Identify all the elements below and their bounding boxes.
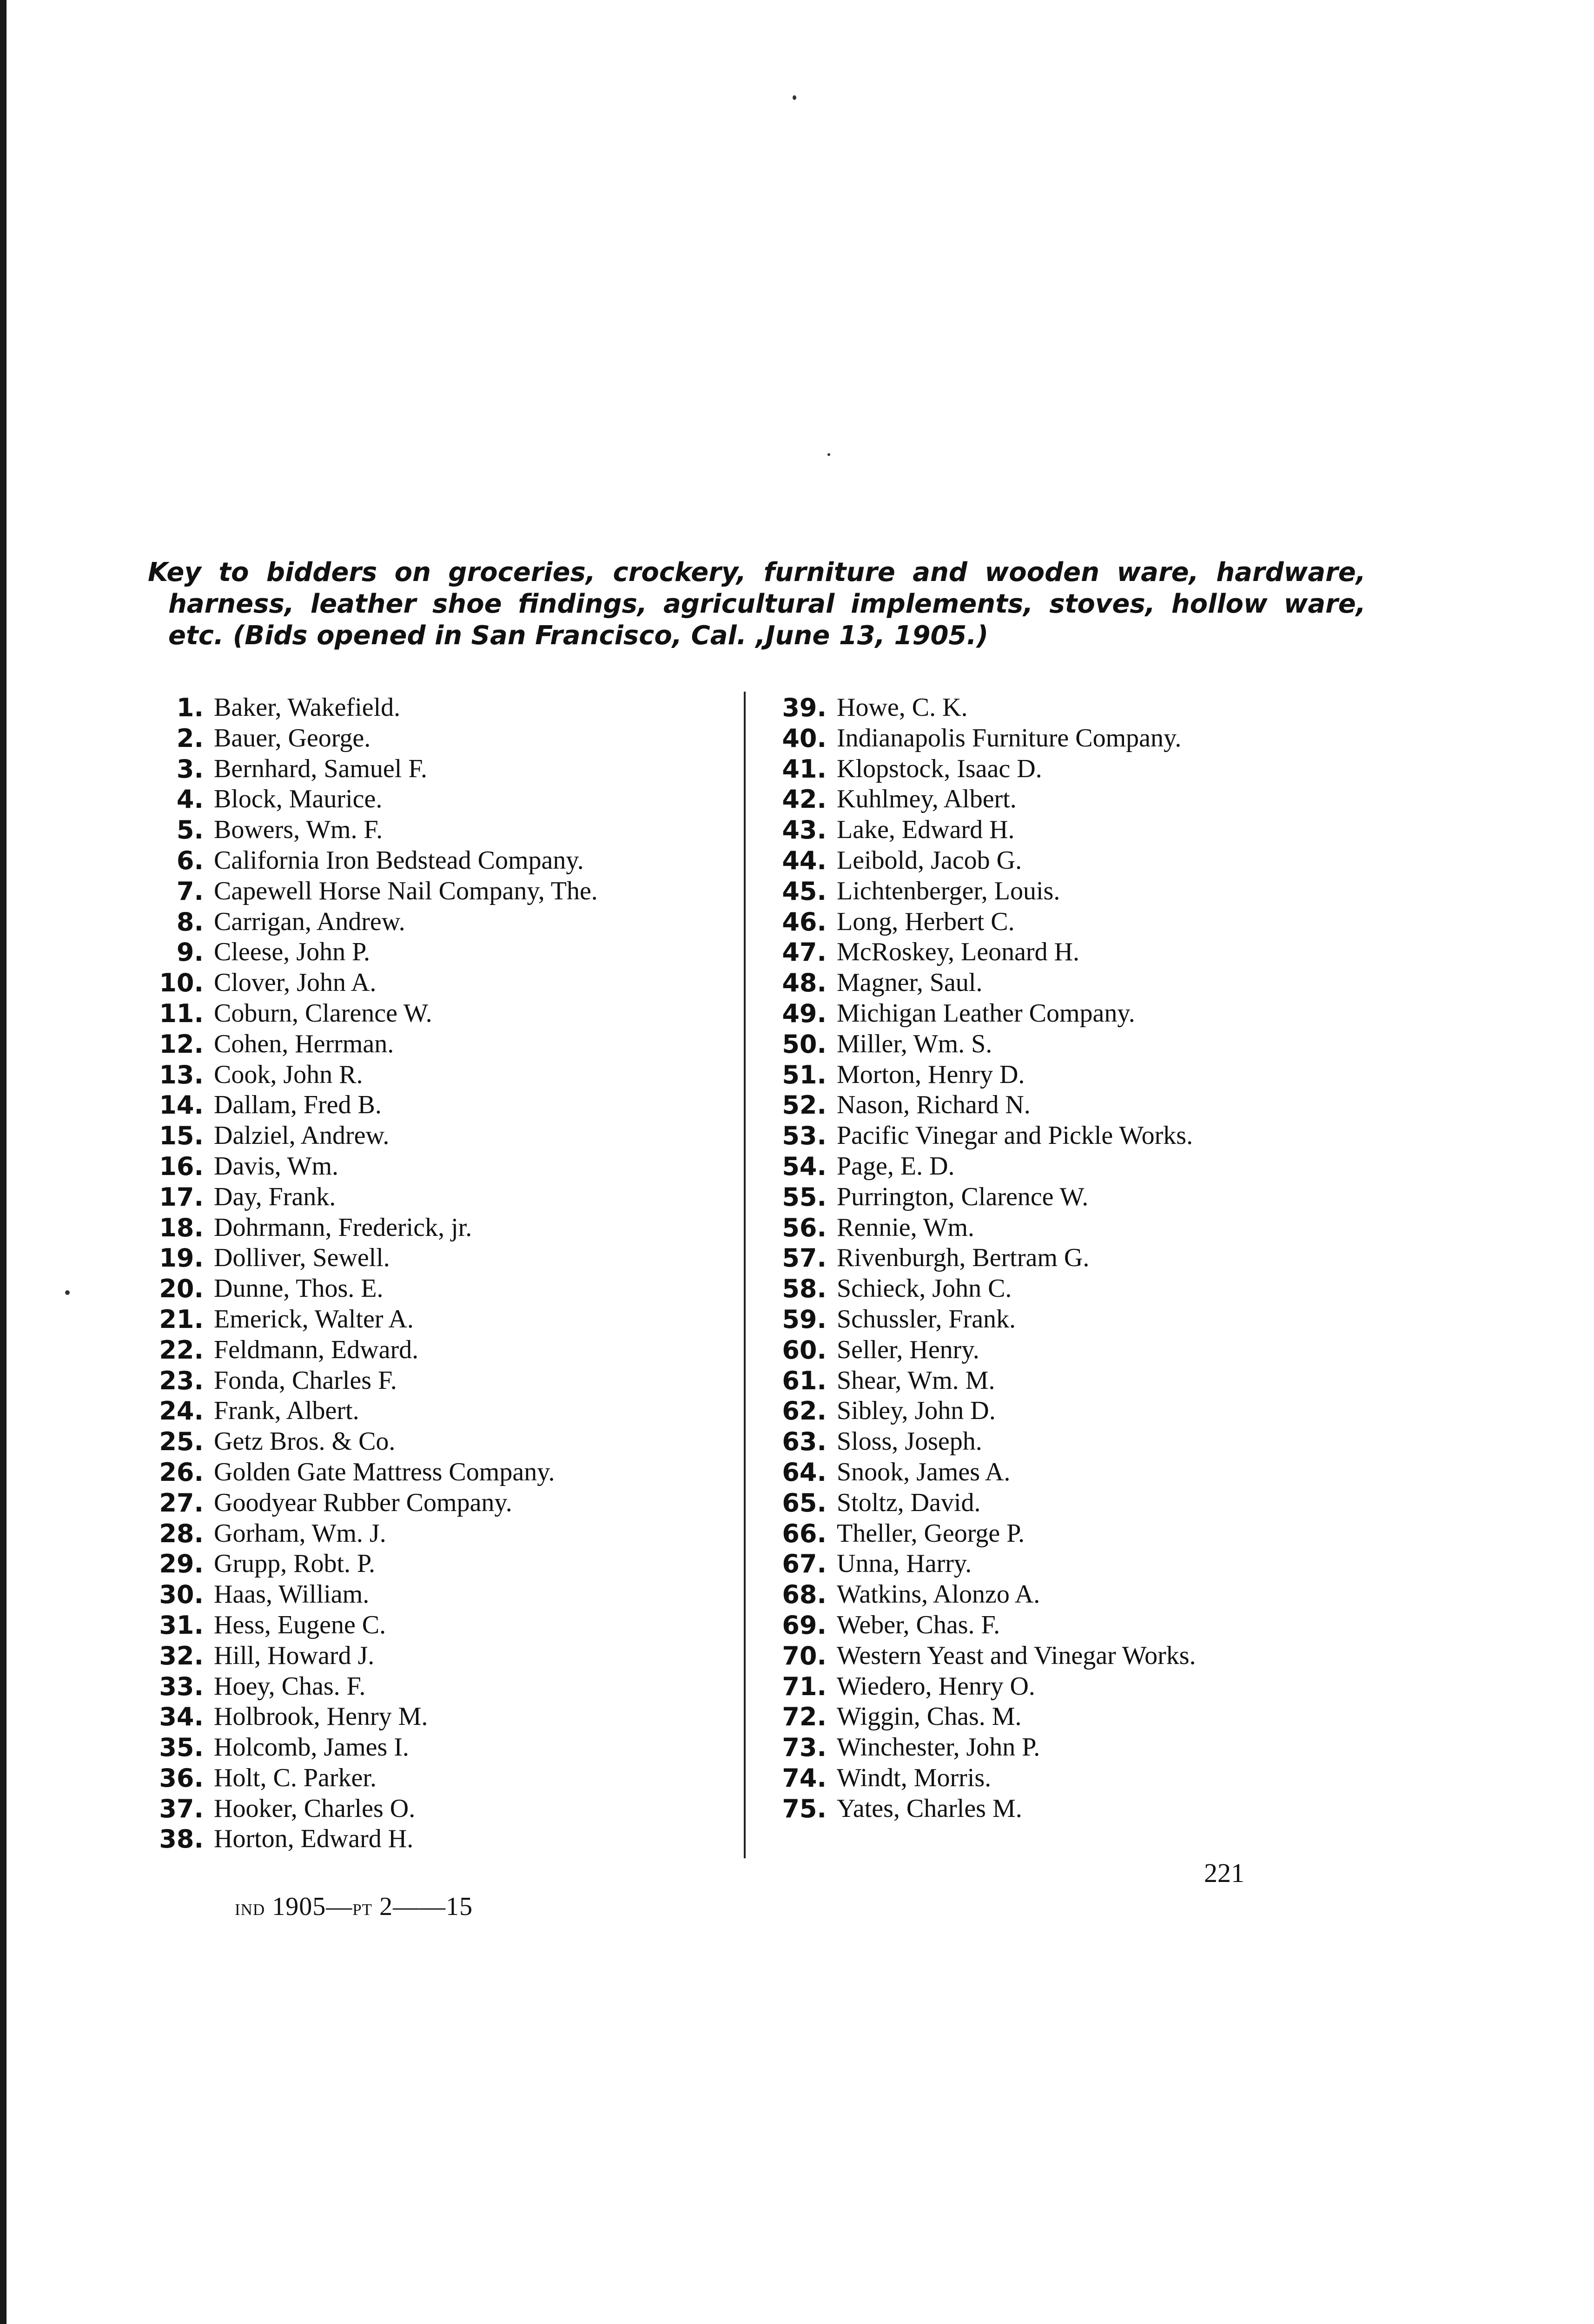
bidder-number: 13. — [159, 1060, 204, 1089]
bidder-number: 56. — [782, 1213, 827, 1242]
list-item — [139, 1029, 716, 1060]
bidder-number: 4. — [176, 785, 204, 814]
list-item — [762, 1304, 1376, 1335]
list-item — [762, 907, 1376, 938]
bidder-name: Yates, Charles M. — [837, 1794, 1022, 1823]
bidder-name: Michigan Leather Company. — [837, 998, 1135, 1028]
bidder-name: Lichtenberger, Louis. — [837, 876, 1060, 905]
list-item — [762, 1641, 1376, 1671]
column-divider — [744, 692, 746, 1858]
list-item — [139, 1060, 716, 1090]
bidder-name: Hill, Howard J. — [214, 1641, 375, 1670]
bidder-name: Western Yeast and Vinegar Works. — [837, 1641, 1196, 1670]
scan-speck — [65, 1290, 70, 1295]
bidder-number: 39. — [782, 693, 827, 722]
list-item — [762, 1396, 1376, 1426]
bidder-number: 73. — [782, 1733, 827, 1763]
bidder-number: 35. — [159, 1733, 204, 1763]
bidder-number: 8. — [176, 907, 204, 937]
bidder-name: Dunne, Thos. E. — [214, 1274, 384, 1303]
bidder-number: 17. — [159, 1182, 204, 1212]
list-item — [762, 1610, 1376, 1641]
list-item — [762, 1763, 1376, 1794]
bidder-list-left — [139, 693, 716, 1855]
bidder-name: Seller, Henry. — [837, 1335, 979, 1364]
list-item — [139, 1366, 716, 1396]
list-item — [762, 1732, 1376, 1763]
list-item — [762, 723, 1376, 754]
bidder-name: Unna, Harry. — [837, 1549, 972, 1578]
bidder-number: 63. — [782, 1427, 827, 1457]
bidder-name: Holcomb, James I. — [214, 1733, 409, 1762]
bidder-number: 3. — [176, 754, 204, 784]
bidder-number: 7. — [176, 876, 204, 906]
list-item — [139, 754, 716, 785]
list-item — [762, 1121, 1376, 1151]
bidder-number: 50. — [782, 1029, 827, 1059]
bidder-number: 44. — [782, 845, 827, 875]
list-item — [139, 907, 716, 938]
list-item — [762, 968, 1376, 998]
bidder-number: 68. — [782, 1580, 827, 1610]
bidder-name: Davis, Wm. — [214, 1151, 339, 1181]
bidder-name: Getz Bros. & Co. — [214, 1427, 396, 1456]
list-item — [762, 1519, 1376, 1549]
bidder-number: 40. — [782, 723, 827, 753]
list-item — [139, 1519, 716, 1549]
bidder-name: Winchester, John P. — [837, 1733, 1040, 1762]
bidder-name: Golden Gate Mattress Company. — [214, 1457, 555, 1486]
bidder-number: 15. — [159, 1121, 204, 1151]
bidder-number: 48. — [782, 968, 827, 998]
bidder-number: 26. — [159, 1457, 204, 1487]
bidder-number: 23. — [159, 1366, 204, 1395]
bidder-name: Dolliver, Sewell. — [214, 1243, 390, 1273]
list-item — [139, 937, 716, 968]
bidder-name: Weber, Chas. F. — [837, 1610, 1000, 1639]
bidder-number: 51. — [782, 1060, 827, 1089]
signature-mark — [235, 1892, 473, 1921]
bidder-name: Long, Herbert C. — [837, 907, 1015, 936]
list-item — [139, 1702, 716, 1732]
bidder-name: Magner, Saul. — [837, 968, 983, 997]
list-item — [139, 998, 716, 1029]
list-item — [762, 1243, 1376, 1274]
bidder-number: 75. — [782, 1794, 827, 1823]
bidder-list-right — [762, 693, 1376, 1824]
list-item — [762, 1426, 1376, 1457]
bidder-number: 36. — [159, 1763, 204, 1793]
bidder-name: Bowers, Wm. F. — [214, 815, 383, 845]
list-item — [762, 1213, 1376, 1243]
list-item — [762, 1579, 1376, 1610]
bidder-number: 20. — [159, 1274, 204, 1304]
bidder-number: 46. — [782, 907, 827, 937]
bidder-name: Cleese, John P. — [214, 938, 370, 967]
list-item — [139, 1794, 716, 1824]
bidder-number: 45. — [782, 876, 827, 906]
bidder-number: 30. — [159, 1580, 204, 1610]
bidder-number: 71. — [782, 1671, 827, 1701]
bidder-name: Day, Frank. — [214, 1182, 336, 1211]
bidder-name: Miller, Wm. S. — [837, 1029, 992, 1058]
bidder-number: 67. — [782, 1549, 827, 1579]
bidder-name: Lake, Edward H. — [837, 815, 1015, 845]
signature-year: 1905— — [265, 1892, 353, 1921]
bidder-number: 49. — [782, 998, 827, 1028]
bidder-name: Shear, Wm. M. — [837, 1366, 995, 1395]
bidder-name: Rennie, Wm. — [837, 1213, 975, 1242]
bidder-name: Gorham, Wm. J. — [214, 1519, 386, 1548]
bidder-name: Block, Maurice. — [214, 785, 383, 814]
bidder-name: Hooker, Charles O. — [214, 1794, 416, 1823]
list-item — [139, 1488, 716, 1519]
list-item — [139, 1213, 716, 1243]
list-item — [139, 1824, 716, 1855]
list-item — [762, 784, 1376, 815]
bidder-number: 1. — [176, 693, 204, 722]
list-item — [762, 1457, 1376, 1488]
bidder-number: 22. — [159, 1335, 204, 1365]
bidder-name: Hess, Eugene C. — [214, 1610, 386, 1639]
list-item — [762, 815, 1376, 845]
bidder-number: 16. — [159, 1151, 204, 1181]
bidder-number: 58. — [782, 1274, 827, 1304]
bidder-name: Nason, Richard N. — [837, 1090, 1031, 1120]
bidder-name: Schussler, Frank. — [837, 1304, 1016, 1334]
bidder-number: 11. — [159, 998, 204, 1028]
list-item — [762, 1274, 1376, 1304]
list-item — [762, 876, 1376, 907]
bidder-name: Feldmann, Edward. — [214, 1335, 419, 1364]
list-item — [762, 1335, 1376, 1366]
list-item — [139, 1610, 716, 1641]
list-item — [139, 1243, 716, 1274]
bidder-number: 54. — [782, 1151, 827, 1181]
bidder-number: 65. — [782, 1488, 827, 1518]
bidder-name: Coburn, Clarence W. — [214, 998, 432, 1028]
bidder-name: Bernhard, Samuel F. — [214, 754, 427, 783]
bidder-name: Page, E. D. — [837, 1151, 955, 1181]
list-item — [139, 1457, 716, 1488]
list-item — [139, 784, 716, 815]
bidder-name: Sibley, John D. — [837, 1396, 996, 1426]
bidder-number: 43. — [782, 815, 827, 845]
list-item — [139, 876, 716, 907]
scan-page-edge — [0, 0, 7, 2324]
bidder-name: Rivenburgh, Bertram G. — [837, 1243, 1090, 1273]
list-item — [762, 1029, 1376, 1060]
bidder-number: 14. — [159, 1090, 204, 1120]
list-item — [762, 1549, 1376, 1579]
bidder-name: Snook, James A. — [837, 1457, 1011, 1486]
list-item — [139, 1151, 716, 1182]
bidder-name: Dohrmann, Frederick, jr. — [214, 1213, 472, 1242]
signature-suffix: 2——15 — [372, 1892, 473, 1921]
bidder-name: Indianapolis Furniture Company. — [837, 723, 1182, 753]
list-item — [139, 1426, 716, 1457]
list-item — [139, 1549, 716, 1579]
bidder-number: 72. — [782, 1702, 827, 1732]
bidder-number: 59. — [782, 1304, 827, 1334]
scan-speck — [827, 453, 830, 456]
bidder-name: Morton, Henry D. — [837, 1060, 1025, 1089]
bidder-name: Horton, Edward H. — [214, 1824, 414, 1854]
scan-speck — [793, 95, 796, 100]
bidder-name: Schieck, John C. — [837, 1274, 1012, 1303]
bidder-name: Kuhlmey, Albert. — [837, 785, 1017, 814]
list-item — [762, 845, 1376, 876]
bidder-number: 62. — [782, 1396, 827, 1426]
bidder-number: 5. — [176, 815, 204, 845]
bidder-name: Hoey, Chas. F. — [214, 1671, 366, 1701]
page-heading: Key to bidders on groceries, crockery, furniture and wooden ware, hardware, harness, leather shoe findings, agricultural implements, stoves, hollow ware, etc. (Bids opened in San Francisco, Cal. ,June 13, 1905.) — [148, 557, 1366, 651]
bidder-name: Cohen, Herrman. — [214, 1029, 394, 1058]
bidder-name: Grupp, Robt. P. — [214, 1549, 375, 1578]
bidder-name: Dalziel, Andrew. — [214, 1121, 390, 1150]
signature-part: pt — [352, 1894, 373, 1920]
list-item — [762, 754, 1376, 785]
bidder-number: 41. — [782, 754, 827, 784]
bidder-number: 21. — [159, 1304, 204, 1334]
bidder-number: 47. — [782, 938, 827, 967]
bidder-number: 18. — [159, 1213, 204, 1242]
list-item — [762, 937, 1376, 968]
bidder-number: 64. — [782, 1457, 827, 1487]
bidder-number: 2. — [176, 723, 204, 753]
bidder-name: Clover, John A. — [214, 968, 377, 997]
bidder-number: 33. — [159, 1671, 204, 1701]
bidder-number: 19. — [159, 1243, 204, 1273]
bidder-number: 66. — [782, 1519, 827, 1548]
list-item — [139, 1671, 716, 1702]
bidder-number: 31. — [159, 1610, 204, 1640]
bidder-name: Holbrook, Henry M. — [214, 1702, 428, 1731]
bidder-name: Fonda, Charles F. — [214, 1366, 397, 1395]
bidder-name: Theller, George P. — [837, 1519, 1025, 1548]
bidder-number: 52. — [782, 1090, 827, 1120]
bidder-name: Howe, C. K. — [837, 693, 968, 722]
bidder-number: 10. — [159, 968, 204, 998]
bidder-name: Capewell Horse Nail Company, The. — [214, 876, 598, 905]
list-item — [139, 845, 716, 876]
list-item — [139, 1090, 716, 1121]
bidder-number: 6. — [176, 845, 204, 875]
bidder-name: Purrington, Clarence W. — [837, 1182, 1089, 1211]
bidder-number: 42. — [782, 785, 827, 814]
list-item — [139, 1732, 716, 1763]
bidder-name: Leibold, Jacob G. — [837, 845, 1022, 875]
list-item — [139, 1274, 716, 1304]
bidder-name: Haas, William. — [214, 1580, 370, 1609]
bidder-name: Windt, Morris. — [837, 1763, 992, 1792]
bidder-name: Bauer, George. — [214, 723, 371, 753]
bidder-number: 61. — [782, 1366, 827, 1395]
list-item — [762, 1366, 1376, 1396]
list-item — [139, 1121, 716, 1151]
bidder-number: 24. — [159, 1396, 204, 1426]
bidder-number: 69. — [782, 1610, 827, 1640]
bidder-number: 37. — [159, 1794, 204, 1823]
list-item — [762, 998, 1376, 1029]
bidder-name: Cook, John R. — [214, 1060, 363, 1089]
list-item — [139, 1763, 716, 1794]
bidder-number: 38. — [159, 1824, 204, 1854]
list-item — [762, 1151, 1376, 1182]
bidder-name: Dallam, Fred B. — [214, 1090, 382, 1120]
bidder-name: Klopstock, Isaac D. — [837, 754, 1042, 783]
bidder-number: 9. — [176, 938, 204, 967]
list-item — [762, 1794, 1376, 1824]
bidder-name: Sloss, Joseph. — [837, 1427, 982, 1456]
bidder-number: 55. — [782, 1182, 827, 1212]
bidder-name: Holt, C. Parker. — [214, 1763, 377, 1792]
list-item — [139, 1579, 716, 1610]
bidder-number: 25. — [159, 1427, 204, 1457]
list-item — [139, 1641, 716, 1671]
bidder-name: Watkins, Alonzo A. — [837, 1580, 1040, 1609]
bidder-name: Stoltz, David. — [837, 1488, 981, 1517]
list-item — [139, 968, 716, 998]
list-item — [762, 1488, 1376, 1519]
bidder-number: 74. — [782, 1763, 827, 1793]
bidder-number: 53. — [782, 1121, 827, 1151]
list-item — [762, 1060, 1376, 1090]
bidder-name: Wiggin, Chas. M. — [837, 1702, 1022, 1731]
bidder-number: 12. — [159, 1029, 204, 1059]
list-item — [762, 1090, 1376, 1121]
bidder-name: McRoskey, Leonard H. — [837, 938, 1080, 967]
bidder-name: Carrigan, Andrew. — [214, 907, 405, 936]
list-item — [762, 693, 1376, 723]
bidder-number: 70. — [782, 1641, 827, 1670]
bidder-name: Wiedero, Henry O. — [837, 1671, 1035, 1701]
list-item — [762, 1671, 1376, 1702]
list-item — [139, 1182, 716, 1213]
list-item — [139, 1335, 716, 1366]
list-item — [139, 1396, 716, 1426]
bidder-number: 34. — [159, 1702, 204, 1732]
bidder-number: 28. — [159, 1519, 204, 1548]
bidder-name: Frank, Albert. — [214, 1396, 359, 1426]
bidder-name: Pacific Vinegar and Pickle Works. — [837, 1121, 1193, 1150]
signature-prefix: ind — [235, 1894, 265, 1920]
list-item — [139, 723, 716, 754]
bidder-name: California Iron Bedstead Company. — [214, 845, 584, 875]
bidder-number: 27. — [159, 1488, 204, 1518]
list-item — [139, 693, 716, 723]
bidder-number: 29. — [159, 1549, 204, 1579]
list-item — [762, 1702, 1376, 1732]
list-item — [762, 1182, 1376, 1213]
list-item — [139, 1304, 716, 1335]
bidder-number: 57. — [782, 1243, 827, 1273]
bidder-name: Emerick, Walter A. — [214, 1304, 414, 1334]
list-item — [139, 815, 716, 845]
bidder-number: 32. — [159, 1641, 204, 1670]
bidder-number: 60. — [782, 1335, 827, 1365]
bidder-name: Baker, Wakefield. — [214, 693, 401, 722]
page-number: 221 — [1204, 1858, 1244, 1888]
bidder-name: Goodyear Rubber Company. — [214, 1488, 512, 1517]
